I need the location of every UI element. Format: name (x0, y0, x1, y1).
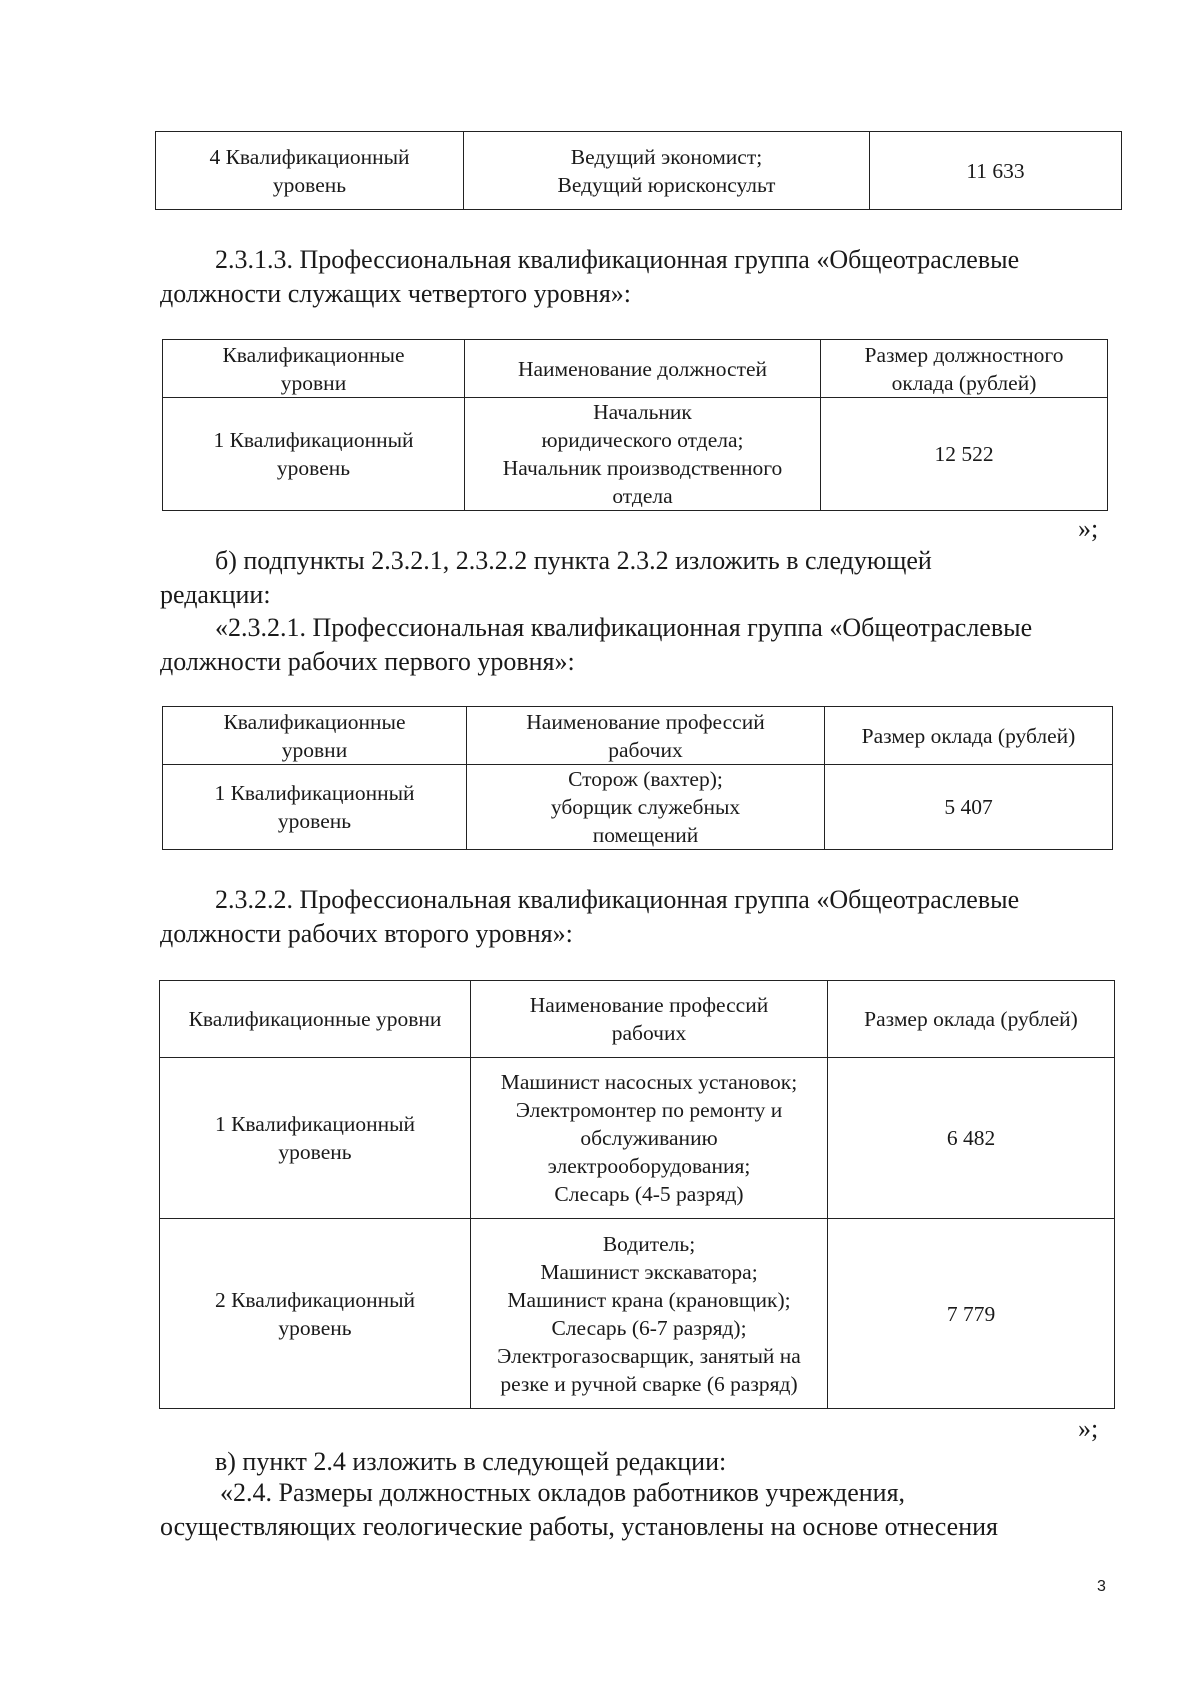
table-top-continuation (155, 131, 1122, 210)
table-header-row (163, 340, 1108, 398)
item-b-text (160, 544, 1117, 612)
section-2313-text (160, 243, 1117, 311)
header-level: Квалификационные уровни (160, 981, 471, 1058)
closing-quote-2: »; (1078, 1414, 1099, 1443)
header-salary: Размер должностного оклада (рублей) (821, 340, 1108, 398)
header-positions: Наименование профессий рабочих (471, 981, 828, 1058)
salary-cell: 6 482 (828, 1058, 1115, 1219)
level-cell: 1 Квалификационный уровень (163, 398, 465, 511)
level-cell: 2 Квалификационный уровень (160, 1219, 471, 1409)
salary-cell: 11 633 (870, 132, 1122, 210)
item-v-text: в) пункт 2.4 изложить в следующей редакции: (215, 1447, 727, 1476)
salary-cell: 12 522 (821, 398, 1108, 511)
salary-cell: 7 779 (828, 1219, 1115, 1409)
positions-cell: Ведущий экономист; Ведущий юрисконсульт (464, 132, 870, 210)
item-b-line1: б) подпункты 2.3.2.1, 2.3.2.2 пункта 2.3.2 изложить в следующей (215, 546, 932, 575)
table-row (163, 765, 1113, 850)
section-2313-line1: 2.3.1.3. Профессиональная квалификационная группа «Общеотраслевые (215, 245, 1020, 274)
table-row (160, 1058, 1115, 1219)
section-2322-text (160, 883, 1117, 951)
section-2322-line2: должности рабочих второго уровня»: (160, 919, 573, 948)
table-2322 (159, 980, 1115, 1409)
header-level: Квалификационные уровни (163, 707, 467, 765)
positions-cell: Машинист насосных установок; Электромонтер по ремонту и обслуживанию электрооборудования; Слесарь (4-5 разряд) (471, 1058, 828, 1219)
header-salary: Размер оклада (рублей) (828, 981, 1115, 1058)
page-number: 3 (1097, 1578, 1106, 1595)
level-cell: 1 Квалификационный уровень (163, 765, 467, 850)
table-2313 (162, 339, 1108, 511)
table-row (163, 398, 1108, 511)
level-cell: 4 Квалификационный уровень (156, 132, 464, 210)
table-row (160, 1219, 1115, 1409)
table-header-row (160, 981, 1115, 1058)
table-2321 (162, 706, 1113, 850)
header-level: Квалификационные уровни (163, 340, 465, 398)
header-positions: Наименование должностей (465, 340, 821, 398)
positions-cell: Водитель; Машинист экскаватора; Машинист крана (крановщик); Слесарь (6-7 разряд); Электрогазосварщик, занятый на резке и ручной сварке (6 разряд) (471, 1219, 828, 1409)
positions-cell: Сторож (вахтер); уборщик служебных помещений (467, 765, 825, 850)
section-24-text (160, 1476, 1117, 1544)
section-2322-line1: 2.3.2.2. Профессиональная квалификационная группа «Общеотраслевые (215, 885, 1020, 914)
closing-quote-1: »; (1078, 514, 1099, 543)
section-2321-text (160, 611, 1117, 679)
section-2313-line2: должности служащих четвертого уровня»: (160, 279, 632, 308)
table-header-row (163, 707, 1113, 765)
header-positions: Наименование профессий рабочих (467, 707, 825, 765)
table-row (156, 132, 1122, 210)
level-cell: 1 Квалификационный уровень (160, 1058, 471, 1219)
header-salary: Размер оклада (рублей) (825, 707, 1113, 765)
section-24-line1: «2.4. Размеры должностных окладов работников учреждения, (220, 1478, 906, 1507)
section-2321-line2: должности рабочих первого уровня»: (160, 647, 575, 676)
section-2321-line1: «2.3.2.1. Профессиональная квалификационная группа «Общеотраслевые (215, 613, 1033, 642)
section-24-line2: осуществляющих геологические работы, установлены на основе отнесения (160, 1512, 998, 1541)
salary-cell: 5 407 (825, 765, 1113, 850)
item-b-line2: редакции: (160, 580, 271, 609)
positions-cell: Начальник юридического отдела; Начальник производственного отдела (465, 398, 821, 511)
